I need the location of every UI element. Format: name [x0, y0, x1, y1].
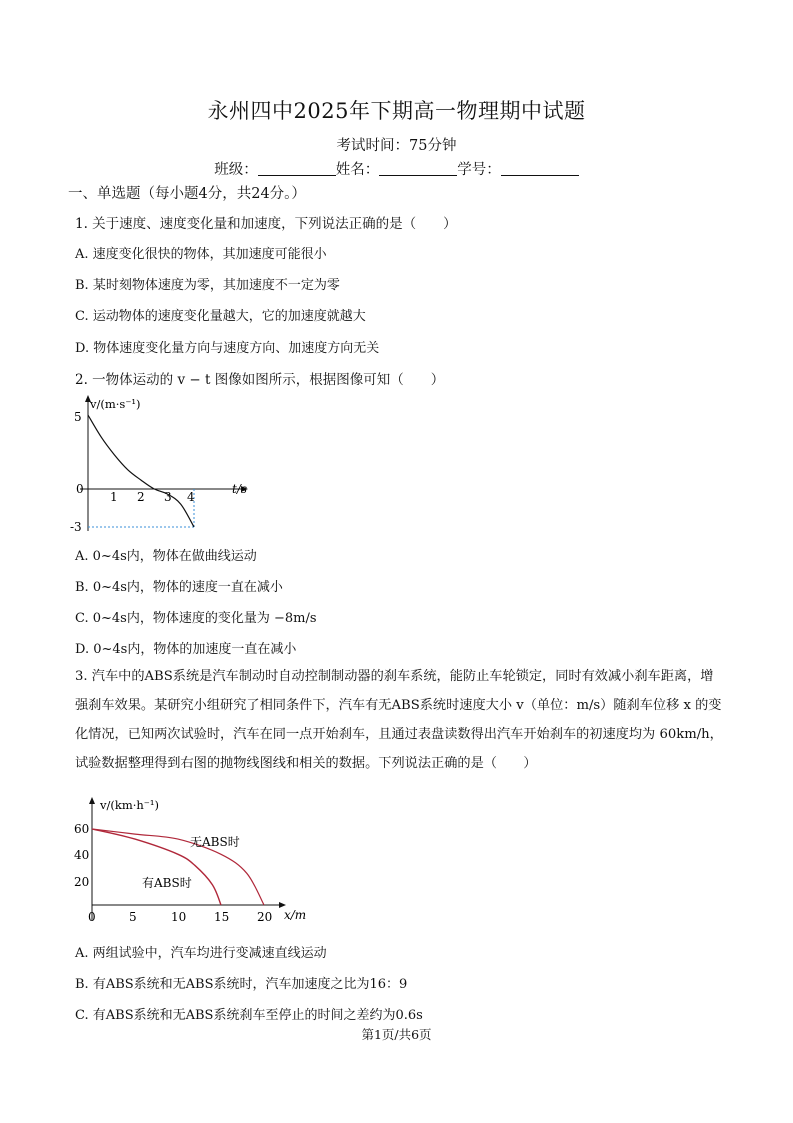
- student-no-label: 学号：: [457, 162, 501, 178]
- student-info-line: [0, 158, 793, 179]
- q1-stem: 1. 关于速度、速度变化量和加速度，下列说法正确的是（ ）: [75, 216, 457, 232]
- abs-ytick-20: 20: [74, 875, 90, 889]
- name-label: 姓名：: [335, 162, 380, 178]
- page-title: 永州四中2025年下期高一物理期中试题: [207, 99, 586, 123]
- vt-xlabel: t/s: [232, 482, 248, 496]
- q1-option-d: D. 物体速度变化量方向与速度方向、加速度方向无关: [75, 341, 380, 356]
- abs-xtick-15: 15: [214, 910, 230, 924]
- q1-option-a: A. 速度变化很快的物体，其加速度可能很小: [75, 247, 327, 262]
- q2-stem: 2. 一物体运动的 v − t 图像如图所示，根据图像可知（ ）: [75, 372, 445, 388]
- q3-option-c: C. 有ABS系统和无ABS系统刹车至停止的时间之差约为0.6s: [75, 1008, 423, 1023]
- abs-xtick-10: 10: [171, 910, 187, 924]
- abs-ytick-60: 60: [74, 822, 90, 836]
- name-blank: [379, 161, 457, 176]
- vt-chart: [70, 393, 260, 538]
- vt-ylabel: v/(m·s⁻¹): [90, 397, 141, 411]
- q3-option-a: A. 两组试验中，汽车均进行变减速直线运动: [75, 946, 327, 961]
- vt-ytick-0: 0: [76, 482, 84, 496]
- student-no-blank: [501, 161, 579, 176]
- page-footer: 第1页/共6页: [361, 1027, 432, 1042]
- abs-y-arrow: [89, 797, 95, 804]
- vt-series-line: [88, 415, 194, 527]
- vt-ytick-5: 5: [74, 410, 82, 424]
- q1-option-c: C. 运动物体的速度变化量越大，它的加速度就越大: [75, 309, 366, 324]
- abs-ytick-40: 40: [74, 848, 90, 862]
- abs-xtick-20: 20: [257, 910, 273, 924]
- class-label: 班级：: [214, 162, 258, 178]
- q2-option-b: B. 0~4s内，物体的速度一直在减小: [75, 580, 283, 595]
- abs-chart: [62, 795, 322, 930]
- abs-xlabel: x/m: [284, 908, 307, 922]
- q2-option-a: A. 0~4s内，物体在做曲线运动: [75, 549, 257, 564]
- q1-option-b: B. 某时刻物体速度为零，其加速度不一定为零: [75, 278, 340, 293]
- exam-time: 考试时间：75分钟: [336, 138, 457, 154]
- vt-xtick-4: 4: [187, 490, 195, 504]
- q2-option-c: C. 0~4s内，物体速度的变化量为 −8m/s: [75, 611, 317, 626]
- abs-label-no-abs: 无ABS时: [190, 835, 240, 849]
- abs-xtick-0: 0: [88, 910, 96, 924]
- q3-option-b: B. 有ABS系统和无ABS系统时，汽车加速度之比为16：9: [75, 977, 408, 992]
- vt-xtick-2: 2: [137, 490, 145, 504]
- vt-xtick-1: 1: [110, 490, 118, 504]
- section-heading: 一、单选题（每小题4分，共24分。）: [68, 186, 306, 202]
- q2-option-d: D. 0~4s内，物体的加速度一直在减小: [75, 642, 297, 657]
- class-blank: [258, 161, 336, 176]
- abs-label-with-abs: 有ABS时: [142, 876, 192, 890]
- vt-ytick-neg3: -3: [70, 520, 82, 534]
- abs-xtick-5: 5: [129, 910, 137, 924]
- q3-stem: 3. 汽车中的ABS系统是汽车制动时自动控制制动器的刹车系统，能防止车轮锁定，同时有效减小刹车距离，增强刹车效果。某研究小组研究了相同条件下，汽车有无ABS系统时速度大小 v（单位：m/s）随刹车位移 x 的变化情况，已知两次试验时，汽车在同一点开始刹车，且通过表盘读数得出汽车开始刹车的初速度均为 60km/h，试验数据整理得到右图的抛物线图线和相关的数据。下列说法正确的是（ ）: [75, 669, 723, 771]
- vt-xtick-3: 3: [164, 490, 172, 504]
- abs-ylabel: v/(km·h⁻¹): [100, 798, 159, 812]
